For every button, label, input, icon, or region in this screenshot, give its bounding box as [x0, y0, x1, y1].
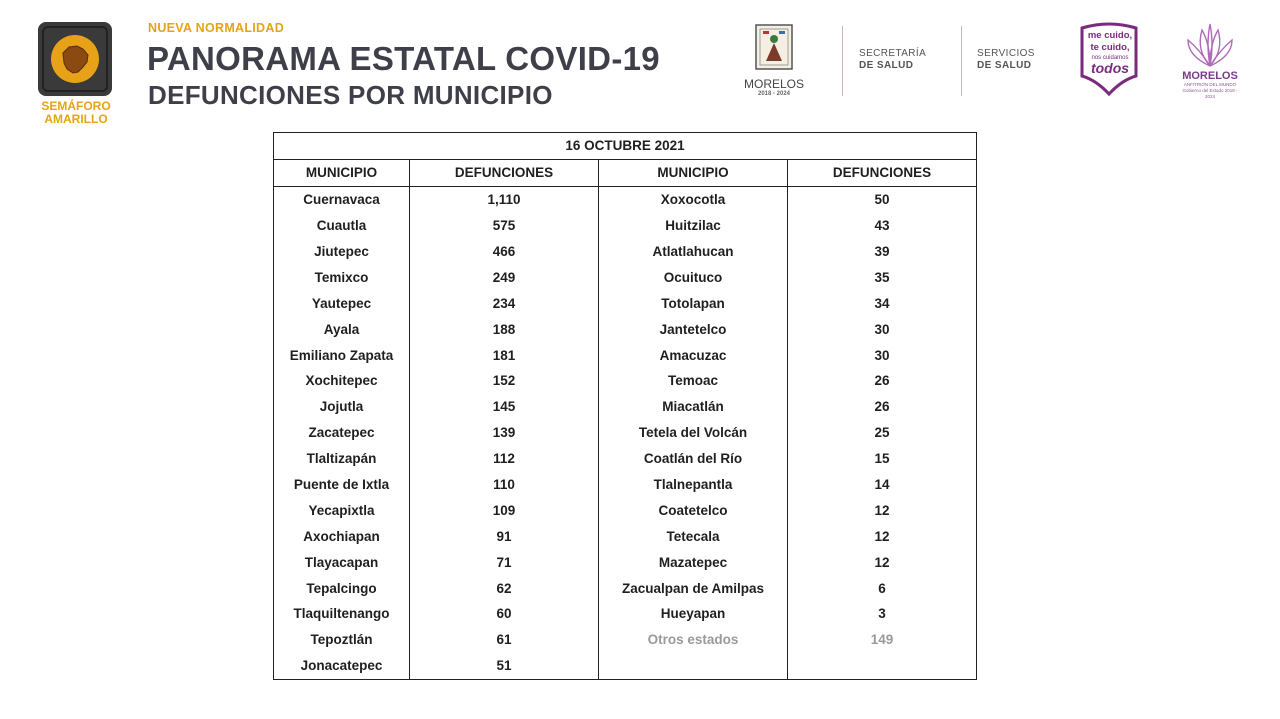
- table-row: [274, 239, 977, 265]
- defunciones-cell: 60: [410, 601, 599, 627]
- morelos-logo: [737, 23, 811, 97]
- defunciones-cell: 234: [410, 290, 599, 316]
- municipio-cell: Tlaquiltenango: [274, 601, 410, 627]
- column-header: MUNICIPIO: [599, 159, 788, 186]
- municipio-cell: Hueyapan: [599, 601, 788, 627]
- municipio-cell: Totolapan: [599, 290, 788, 316]
- municipio-cell: Yautepec: [274, 290, 410, 316]
- municipio-cell: Yecapixtla: [274, 497, 410, 523]
- defunciones-cell: 43: [788, 213, 977, 239]
- secretaria-line1: SECRETARÍA: [859, 48, 927, 59]
- defunciones-cell: 30: [788, 342, 977, 368]
- municipio-cell: Tepoztlán: [274, 627, 410, 653]
- municipio-cell: Jojutla: [274, 394, 410, 420]
- morelos-name: MORELOS: [743, 77, 804, 91]
- municipio-cell: Cuernavaca: [274, 186, 410, 212]
- municipio-cell: Coatlán del Río: [599, 446, 788, 472]
- defunciones-cell: 12: [788, 549, 977, 575]
- table-row: [274, 264, 977, 290]
- servicios-line2: DE SALUD: [977, 60, 1032, 71]
- defunciones-cell: 91: [410, 523, 599, 549]
- defunciones-cell: 50: [788, 186, 977, 212]
- municipio-cell: Mazatepec: [599, 549, 788, 575]
- defunciones-cell: 34: [788, 290, 977, 316]
- flower-logo-name: MORELOS: [1182, 70, 1238, 82]
- municipio-cell: Cuautla: [274, 213, 410, 239]
- defunciones-cell: 112: [410, 446, 599, 472]
- table-body: [274, 186, 977, 679]
- defunciones-cell: 188: [410, 316, 599, 342]
- municipio-cell: Temoac: [599, 368, 788, 394]
- badge-line3: nos cuidamos: [1091, 55, 1129, 61]
- municipio-cell: Tetecala: [599, 523, 788, 549]
- defunciones-cell: [788, 653, 977, 679]
- page-subtitle: DEFUNCIONES POR MUNICIPIO: [148, 80, 553, 110]
- defunciones-cell: 61: [410, 627, 599, 653]
- page-title: PANORAMA ESTATAL COVID-19: [147, 40, 660, 77]
- secretaria-salud-logo: [859, 48, 926, 72]
- municipio-cell: Axochiapan: [274, 523, 410, 549]
- table-row: [274, 342, 977, 368]
- kicker-text: NUEVA NORMALIDAD: [148, 21, 285, 35]
- municipio-cell: Tlayacapan: [274, 549, 410, 575]
- municipio-cell: Jonacatepec: [274, 653, 410, 679]
- defunciones-cell: 35: [788, 264, 977, 290]
- table-row: [274, 213, 977, 239]
- secretaria-line2: DE SALUD: [859, 60, 914, 71]
- table-row: [274, 549, 977, 575]
- coat-of-arms-icon: [754, 23, 794, 71]
- table-row: [274, 394, 977, 420]
- defunciones-cell: 466: [410, 239, 599, 265]
- defunciones-cell: 51: [410, 653, 599, 679]
- flower-icon: [1182, 20, 1238, 70]
- table-row: [274, 575, 977, 601]
- column-header: DEFUNCIONES: [788, 159, 977, 186]
- defunciones-cell: 110: [410, 472, 599, 498]
- municipio-cell: Zacatepec: [274, 420, 410, 446]
- flower-logo-sub: ANFITRIÓN DEL MUNDO Gobierno del Estado 2018 - 2024: [1182, 82, 1238, 99]
- badge-line4: todos: [1090, 60, 1130, 76]
- table-header-row: [274, 159, 977, 186]
- table-row: [274, 420, 977, 446]
- municipio-cell: Tlaltizapán: [274, 446, 410, 472]
- defunciones-cell: 149: [788, 627, 977, 653]
- defunciones-cell: 39: [788, 239, 977, 265]
- municipio-cell: [599, 653, 788, 679]
- municipio-cell: Temixco: [274, 264, 410, 290]
- defunciones-cell: 139: [410, 420, 599, 446]
- municipio-cell: Amacuzac: [599, 342, 788, 368]
- table-row: [274, 627, 977, 653]
- municipio-cell: Jantetelco: [599, 316, 788, 342]
- defunciones-cell: 26: [788, 394, 977, 420]
- divider: [961, 26, 962, 96]
- defunciones-cell: 12: [788, 497, 977, 523]
- defunciones-cell: 152: [410, 368, 599, 394]
- defunciones-cell: 6: [788, 575, 977, 601]
- table-row: [274, 601, 977, 627]
- defunciones-cell: 249: [410, 264, 599, 290]
- municipio-cell: Tepalcingo: [274, 575, 410, 601]
- column-header: MUNICIPIO: [274, 159, 410, 186]
- column-header: DEFUNCIONES: [410, 159, 599, 186]
- defunciones-cell: 109: [410, 497, 599, 523]
- defunciones-cell: 181: [410, 342, 599, 368]
- municipio-cell: Huitzilac: [599, 213, 788, 239]
- municipio-cell: Ocuituco: [599, 264, 788, 290]
- servicios-salud-logo: [977, 48, 1035, 72]
- defunciones-cell: 26: [788, 368, 977, 394]
- municipio-cell: Xoxocotla: [599, 186, 788, 212]
- table-row: [274, 523, 977, 549]
- defunciones-cell: 62: [410, 575, 599, 601]
- table-row: [274, 368, 977, 394]
- morelos-years: 2018 - 2024: [757, 91, 791, 97]
- table-row: [274, 472, 977, 498]
- table-row: [274, 653, 977, 679]
- defunciones-cell: 3: [788, 601, 977, 627]
- semaforo-label: SEMÁFORO AMARILLO: [41, 99, 111, 126]
- servicios-line1: SERVICIOS: [977, 48, 1035, 59]
- table-row: [274, 497, 977, 523]
- morelos-anfitrion-logo: [1178, 20, 1242, 100]
- municipio-cell: Ayala: [274, 316, 410, 342]
- municipio-cell: Jiutepec: [274, 239, 410, 265]
- municipio-cell: Tlalnepantla: [599, 472, 788, 498]
- defunciones-cell: 14: [788, 472, 977, 498]
- badge-line1: me cuido,: [1087, 30, 1133, 41]
- defunciones-cell: 15: [788, 446, 977, 472]
- table-date: 16 OCTUBRE 2021: [274, 133, 977, 160]
- municipio-cell: Atlatlahucan: [599, 239, 788, 265]
- table-row: [274, 446, 977, 472]
- defunciones-cell: 145: [410, 394, 599, 420]
- municipio-cell: Tetela del Volcán: [599, 420, 788, 446]
- municipio-cell: Otros estados: [599, 627, 788, 653]
- defunciones-cell: 25: [788, 420, 977, 446]
- defunciones-cell: 71: [410, 549, 599, 575]
- defunciones-cell: 1,110: [410, 186, 599, 212]
- municipio-cell: Coatetelco: [599, 497, 788, 523]
- municipio-cell: Miacatlán: [599, 394, 788, 420]
- municipio-cell: Emiliano Zapata: [274, 342, 410, 368]
- table-row: [274, 186, 977, 212]
- divider: [842, 26, 843, 96]
- defunciones-table: [273, 132, 977, 680]
- municipio-cell: Puente de Ixtla: [274, 472, 410, 498]
- defunciones-cell: 575: [410, 213, 599, 239]
- badge-line2: te cuido,: [1090, 42, 1130, 53]
- me-cuido-badge: [1078, 30, 1142, 74]
- traffic-light-icon: [38, 22, 112, 96]
- defunciones-cell: 12: [788, 523, 977, 549]
- municipio-cell: Xochitepec: [274, 368, 410, 394]
- municipio-cell: Zacualpan de Amilpas: [599, 575, 788, 601]
- table-row: [274, 316, 977, 342]
- table-row: [274, 290, 977, 316]
- defunciones-cell: 30: [788, 316, 977, 342]
- semaforo-logo: [38, 22, 114, 126]
